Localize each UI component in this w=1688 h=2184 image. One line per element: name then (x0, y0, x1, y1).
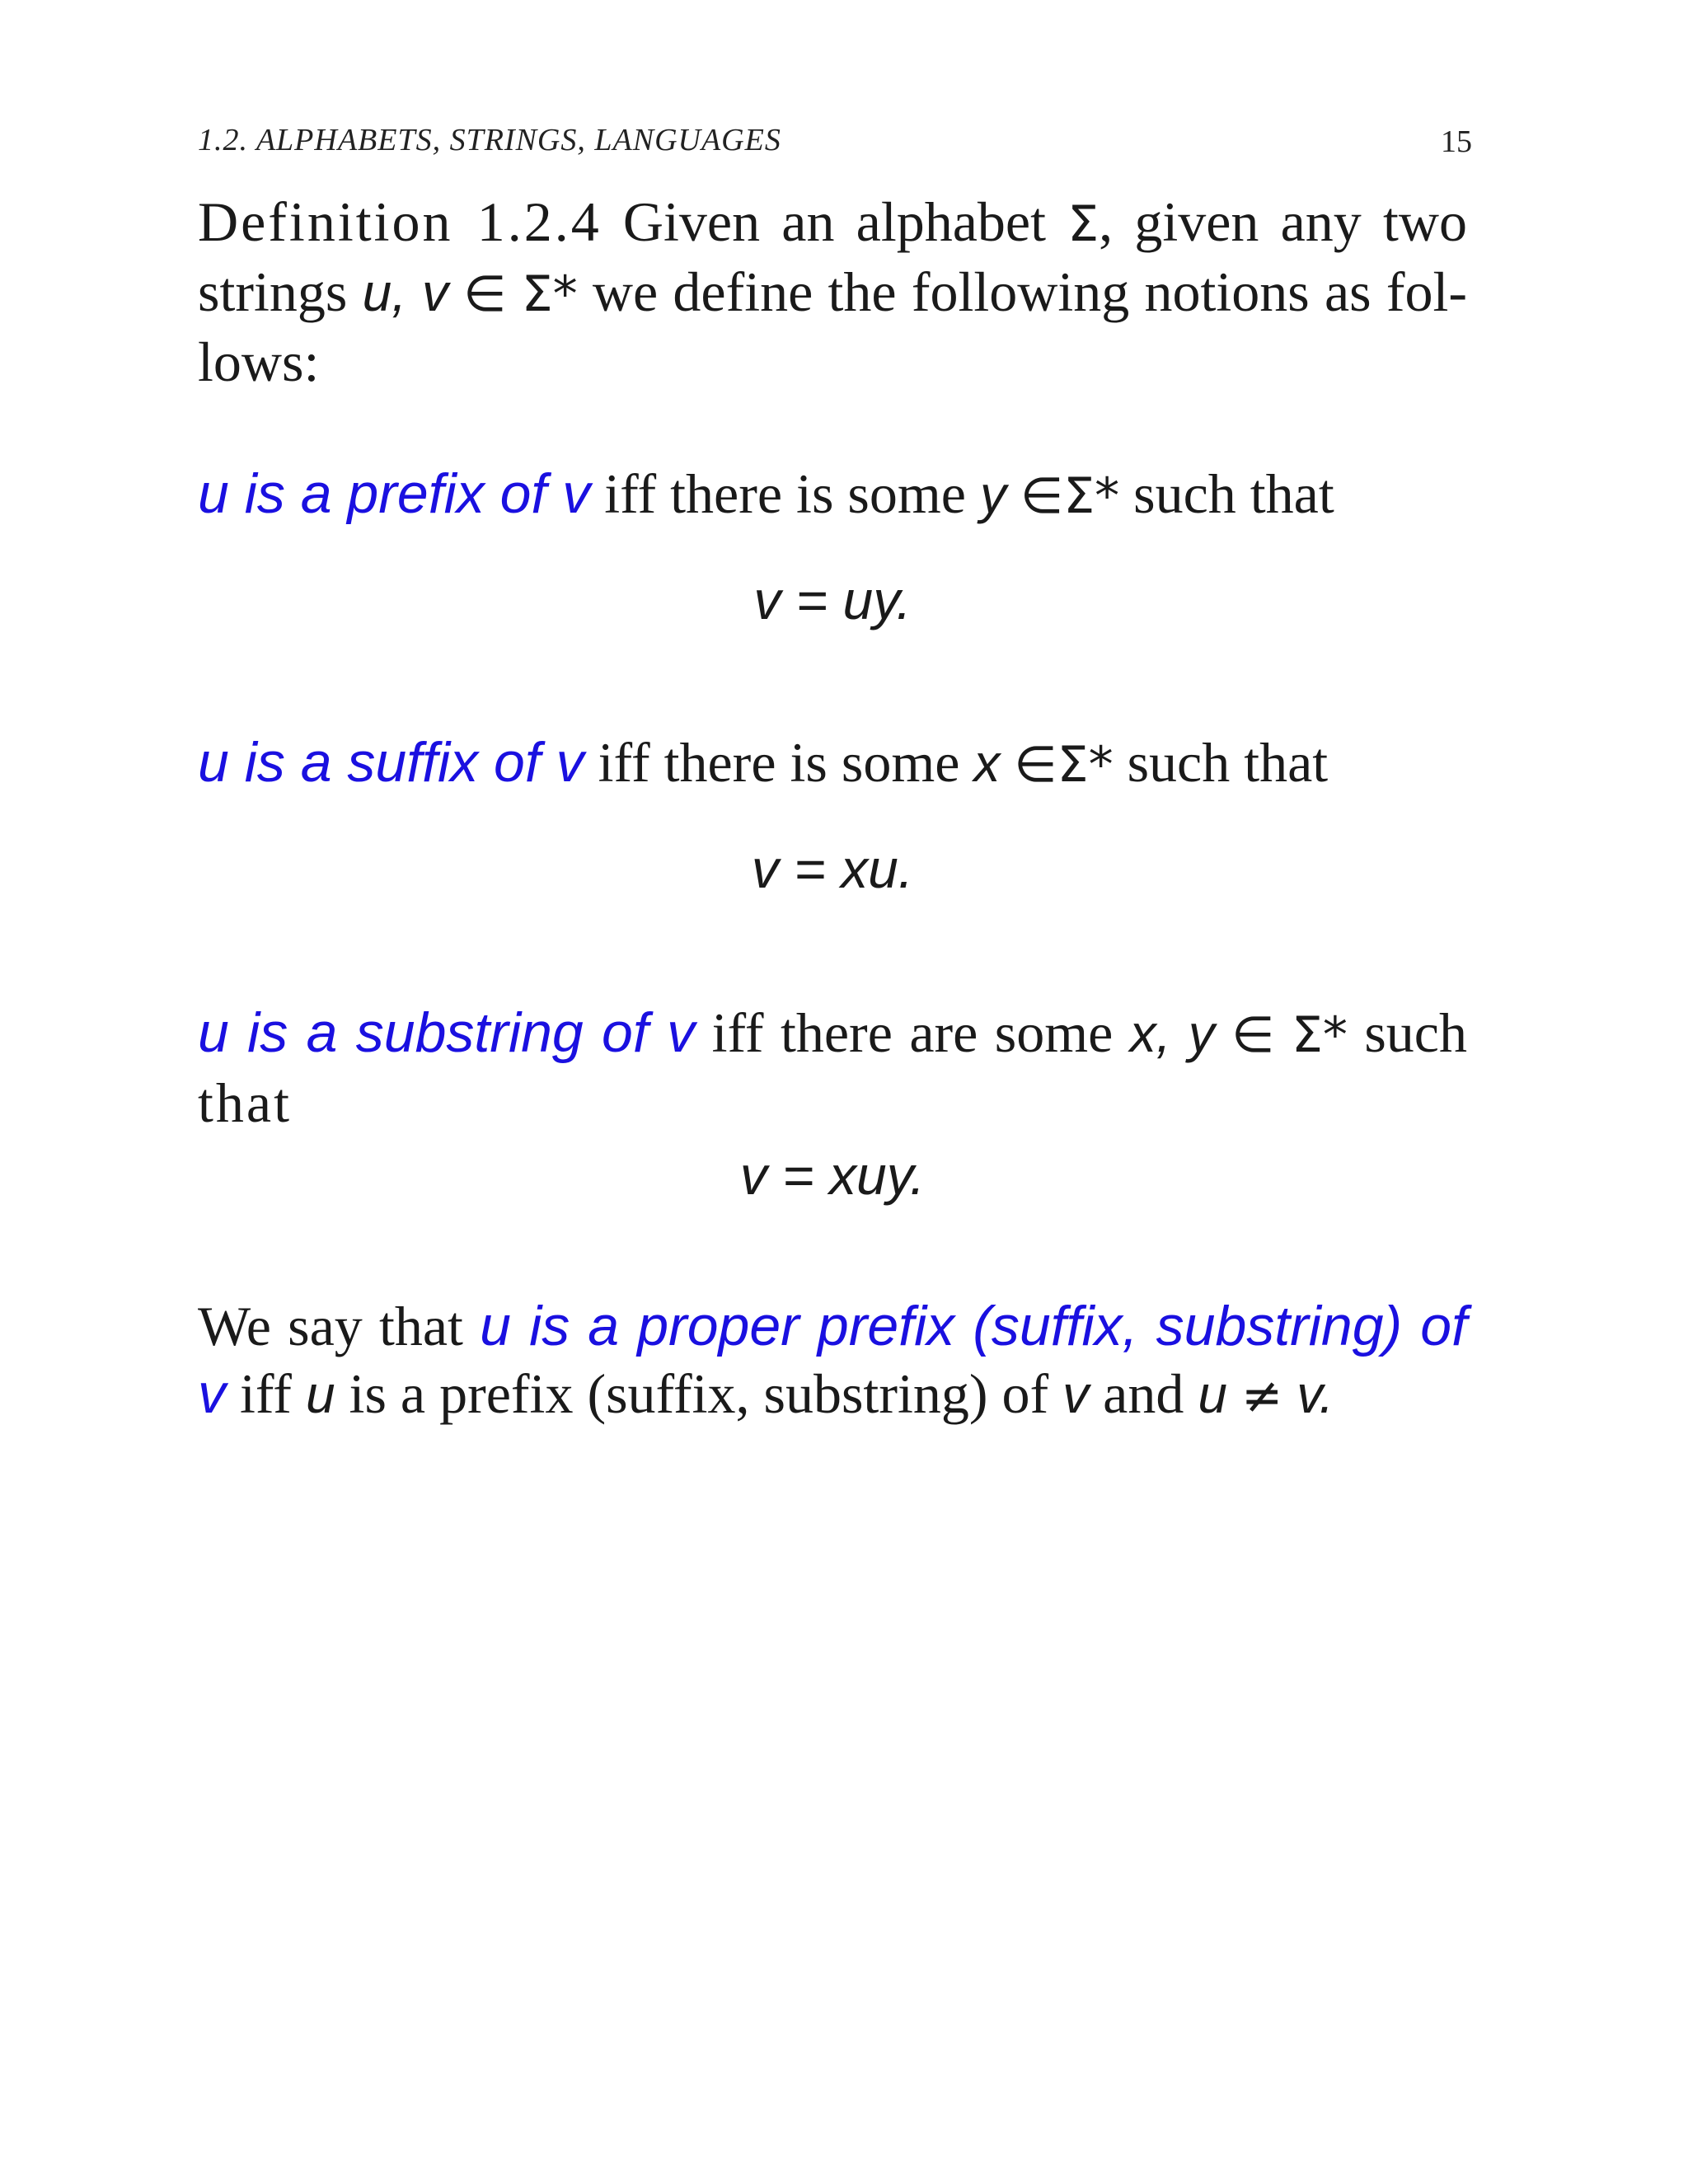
substring-elem: ∈ (1231, 1006, 1275, 1064)
proper-and: and (1103, 1362, 1184, 1425)
prefix-elem-sigma: ∈Σ* (1020, 467, 1120, 525)
suffix-iff: iff (598, 731, 650, 794)
substring-vars: x, y (1129, 1004, 1215, 1063)
proper-var-v3: v. (1296, 1365, 1334, 1424)
prefix-var: y (979, 465, 1006, 524)
proper-var-u: u (305, 1365, 335, 1424)
proper-text: is a prefix (suffix, substring) of (349, 1362, 1049, 1425)
substring-paragraph (198, 999, 1467, 1137)
not-equal-symbol: ≠ (1240, 1367, 1283, 1425)
suffix-text: there is some (663, 731, 960, 794)
definition-paragraph (198, 188, 1467, 396)
suffix-equation: v = xu. (751, 838, 914, 899)
definition-text-2: , given any two strings (198, 190, 1467, 323)
definition-label: Definition 1.2.4 (198, 190, 602, 253)
suffix-term: u is a suffix of v (198, 731, 584, 794)
proper-paragraph (198, 1292, 1467, 1430)
substring-equation: v = xuy. (739, 1145, 926, 1206)
substring-text: there are some (780, 1001, 1114, 1064)
sigma-symbol: Σ (1067, 195, 1100, 253)
proper-var-v: v (198, 1362, 226, 1425)
running-head: 1.2. ALPHABETS, STRINGS, LANGUAGES (198, 123, 781, 157)
suffix-var: x (973, 733, 1001, 793)
proper-var-u2: u (1198, 1365, 1227, 1424)
substring-such: such (1364, 1001, 1467, 1064)
substring-sigma-star: Σ* (1291, 1006, 1348, 1064)
proper-term: u is a proper prefix (suffix, substring) of (480, 1295, 1468, 1357)
suffix-such-that: such that (1127, 731, 1329, 794)
suffix-line (198, 729, 1467, 799)
proper-lead: We say that (198, 1295, 463, 1357)
prefix-text: there is some (670, 462, 966, 525)
definition-text-3: we define the following notions as fol-lows: (198, 260, 1468, 393)
variables-uv: u, v (362, 263, 448, 322)
proper-var-v2: v (1062, 1365, 1090, 1424)
substring-iff: iff (711, 1001, 764, 1064)
proper-iff: iff (240, 1362, 292, 1425)
suffix-elem-sigma: ∈Σ* (1014, 736, 1114, 794)
prefix-term: u is a prefix of v (198, 462, 591, 525)
prefix-iff: iff (604, 462, 657, 525)
prefix-equation: v = uy. (753, 569, 912, 630)
page-number: 15 (1441, 124, 1472, 159)
prefix-such-that: such that (1133, 462, 1334, 525)
definition-text-1: Given an alphabet (622, 190, 1046, 253)
substring-term: u is a substring of v (198, 1001, 696, 1064)
element-of-symbol: ∈ (463, 265, 507, 323)
prefix-line (198, 460, 1467, 530)
substring-that: that (198, 1071, 292, 1134)
sigma-star: Σ* (521, 265, 578, 323)
